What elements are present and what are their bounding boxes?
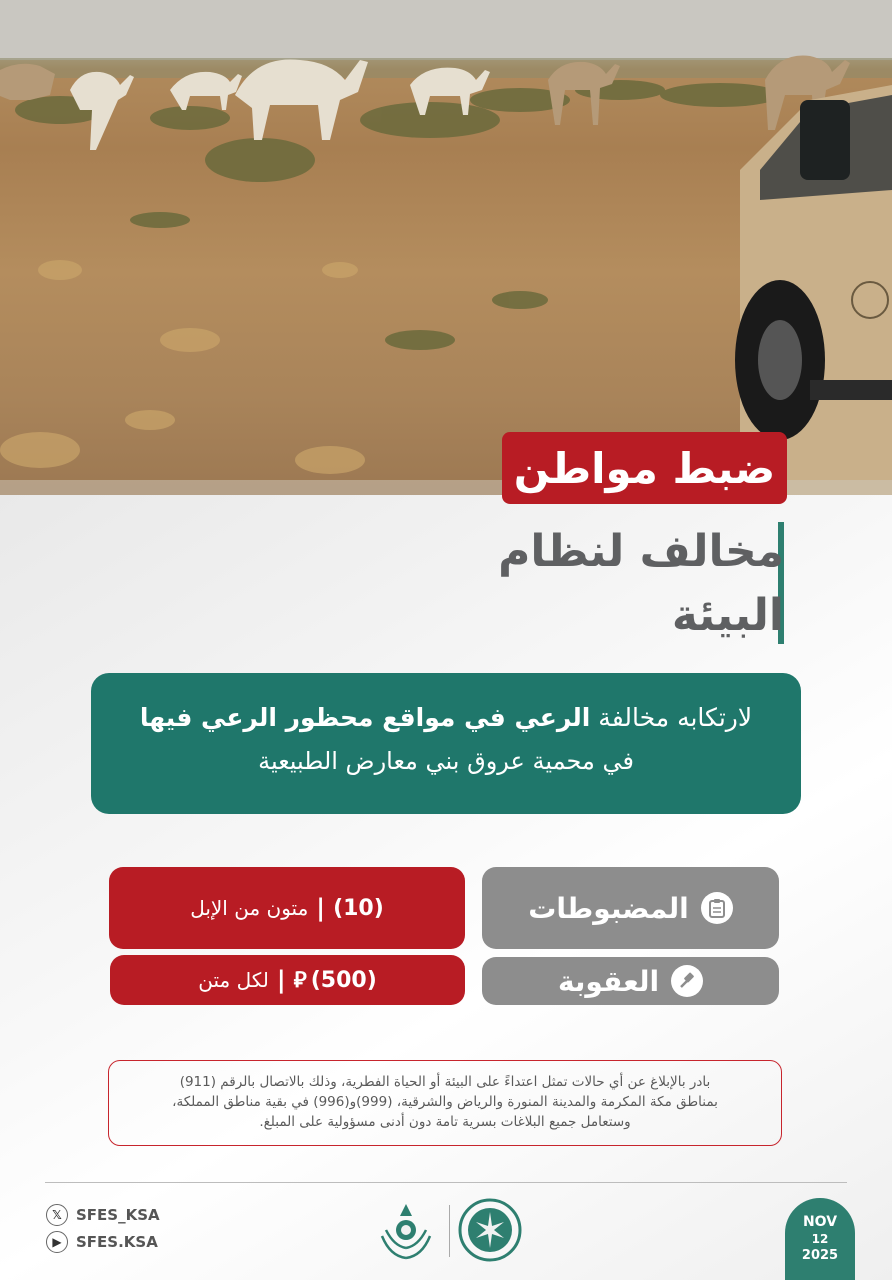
footer-divider	[45, 1182, 847, 1183]
penalty-label-box	[482, 957, 779, 1005]
sfes-logo	[372, 1196, 440, 1264]
seized-label: المضبوطات	[528, 891, 689, 925]
youtube-icon: ▶	[46, 1231, 68, 1253]
report-notice	[108, 1060, 782, 1146]
riyal-icon: ⃁	[293, 968, 307, 993]
penalty-value: (500)	[310, 967, 377, 993]
violation-line1-prefix: لارتكابه مخالفة	[590, 703, 753, 732]
date-year: 2025	[801, 1248, 839, 1263]
ministry-logo	[456, 1196, 524, 1264]
seized-label-box	[482, 867, 779, 949]
gavel-icon	[671, 965, 703, 997]
headline-tag-text: ضبط مواطن	[513, 443, 776, 493]
seized-value-box	[109, 867, 465, 949]
social-youtube-handle: SFES.KSA	[76, 1233, 158, 1251]
date-badge	[785, 1198, 855, 1280]
seized-separator: |	[316, 894, 326, 922]
logo-divider	[449, 1205, 450, 1257]
clipboard-icon	[701, 892, 733, 924]
social-x-handle: SFES_KSA	[76, 1206, 160, 1224]
penalty-label: العقوبة	[557, 964, 660, 998]
violation-line1-bold: الرعي في مواقع محظور الرعي فيها	[139, 703, 591, 732]
social-x[interactable]	[46, 1204, 160, 1226]
headline-tag	[502, 432, 787, 504]
page-title-line2: البيئة	[671, 590, 784, 641]
notice-line2: بمناطق مكة المكرمة والمدينة المنورة والرياض والشرقية، (999)و(996) في بقية مناطق المملكة،	[172, 1094, 718, 1110]
penalty-text: لكل متن	[198, 968, 269, 992]
desert-camels-illustration	[0, 0, 892, 495]
seized-value: (10)	[333, 895, 384, 921]
page-title-line1: مخالف لنظام	[498, 526, 784, 577]
x-icon: 𝕏	[46, 1204, 68, 1226]
penalty-separator: |	[276, 966, 286, 994]
penalty-value-box	[110, 955, 465, 1005]
notice-line1: بادر بالإبلاغ عن أي حالات تمثل اعتداءً على البيئة أو الحياة الفطرية، وذلك بالاتصال بالرقم (911)	[179, 1074, 711, 1090]
date-month: NOV	[802, 1214, 838, 1230]
violation-line1	[91, 703, 801, 732]
violation-box	[91, 673, 801, 814]
social-youtube[interactable]	[46, 1231, 158, 1253]
violation-line2: في محمية عروق بني معارض الطبيعية	[258, 747, 634, 775]
notice-line3: وستعامل جميع البلاغات بسرية تامة دون أدنى مسؤولية على المبلغ.	[259, 1114, 631, 1130]
page-title	[364, 520, 784, 648]
seized-text: متون من الإبل	[190, 896, 309, 920]
header-photo	[0, 0, 892, 495]
date-day: 12	[811, 1232, 829, 1246]
